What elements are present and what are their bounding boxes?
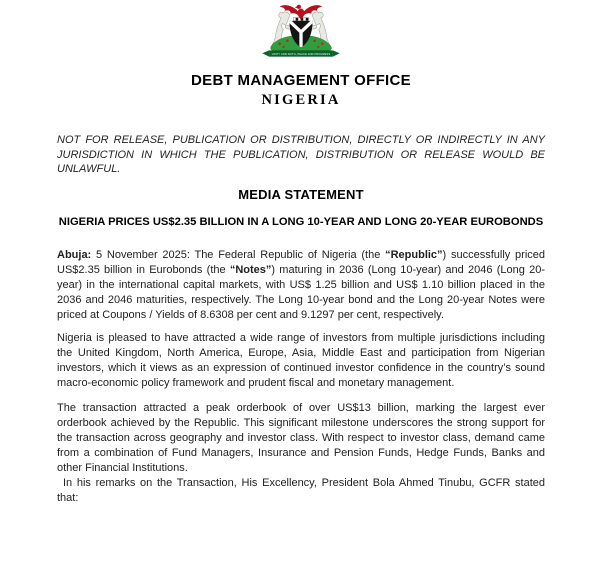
- dateline: Abuja:: [57, 249, 92, 261]
- media-statement-heading: MEDIA STATEMENT: [238, 186, 364, 202]
- statement-body: [57, 248, 545, 506]
- paragraph-text: ) maturing in 2036 (Long 10-year) and 2046 (Long 20-year) in the international capital markets, with US$ 1.25 billion and US$ 1.10 billion placed in the 2036 and 2046 maturities, respectively. The Long 10-year bond and the Long 20-year Notes were priced at Coupons / Yields of 8.6308 per cent and 9.1297 per cent, respectively.: [57, 264, 545, 321]
- paragraph-text: 5 November 2025: The Federal Republic of Nigeria (the: [91, 249, 386, 261]
- paragraph-investors: Nigeria is pleased to have attracted a wide range of investors from multiple jurisdictions including the United Kingdom, North America, Europe, Asia, Middle East and participation from Nigerian investors, which it views as an expression of continued investor confidence in the country’s sound macro-economic policy framework and prudent fiscal and monetary management.: [57, 332, 545, 389]
- distribution-notice: NOT FOR RELEASE, PUBLICATION OR DISTRIBUTION, DIRECTLY OR INDIRECTLY IN ANY JURISDICTION IN WHICH THE PUBLICATION, DISTRIBUTION OR RELEASE WOULD BE UNLAWFUL.: [57, 134, 545, 175]
- paragraph-orderbook: The transaction attracted a peak orderbook of over US$13 billion, marking the largest ever orderbook achieved by the Republic. This significant milestone underscores the strong support for the transaction across geography and investor class. With respect to investor class, demand came from a combination of Fund Managers, Insurance and Pension Funds, Hedge Funds, Banks and other Financial Institutions.: [57, 402, 545, 474]
- paragraph-pricing: [57, 248, 545, 323]
- paragraph-president-remarks: In his remarks on the Transaction, His Excellency, President Bola Ahmed Tinubu, GCFR stated that:: [57, 477, 545, 504]
- motto-text: UNITY AND FAITH, PEACE AND PROGRESS: [271, 53, 331, 57]
- org-title: DEBT MANAGEMENT OFFICE: [191, 72, 411, 89]
- term-notes: “Notes”: [229, 264, 272, 276]
- statement-title: NIGERIA PRICES US$2.35 BILLION IN A LONG 10-YEAR AND LONG 20-YEAR EUROBONDS: [58, 215, 544, 228]
- term-republic: “Republic”: [385, 249, 443, 261]
- paragraph-text: ) successfully priced US$2.35 billion in Eurobonds (the: [57, 249, 545, 276]
- motto-ribbon: [262, 50, 339, 56]
- nigeria-coat-of-arms: [57, 2, 545, 62]
- coat-of-arms-graphic: [256, 2, 346, 62]
- org-country: NIGERIA: [261, 92, 341, 108]
- document-page: [0, 2, 600, 506]
